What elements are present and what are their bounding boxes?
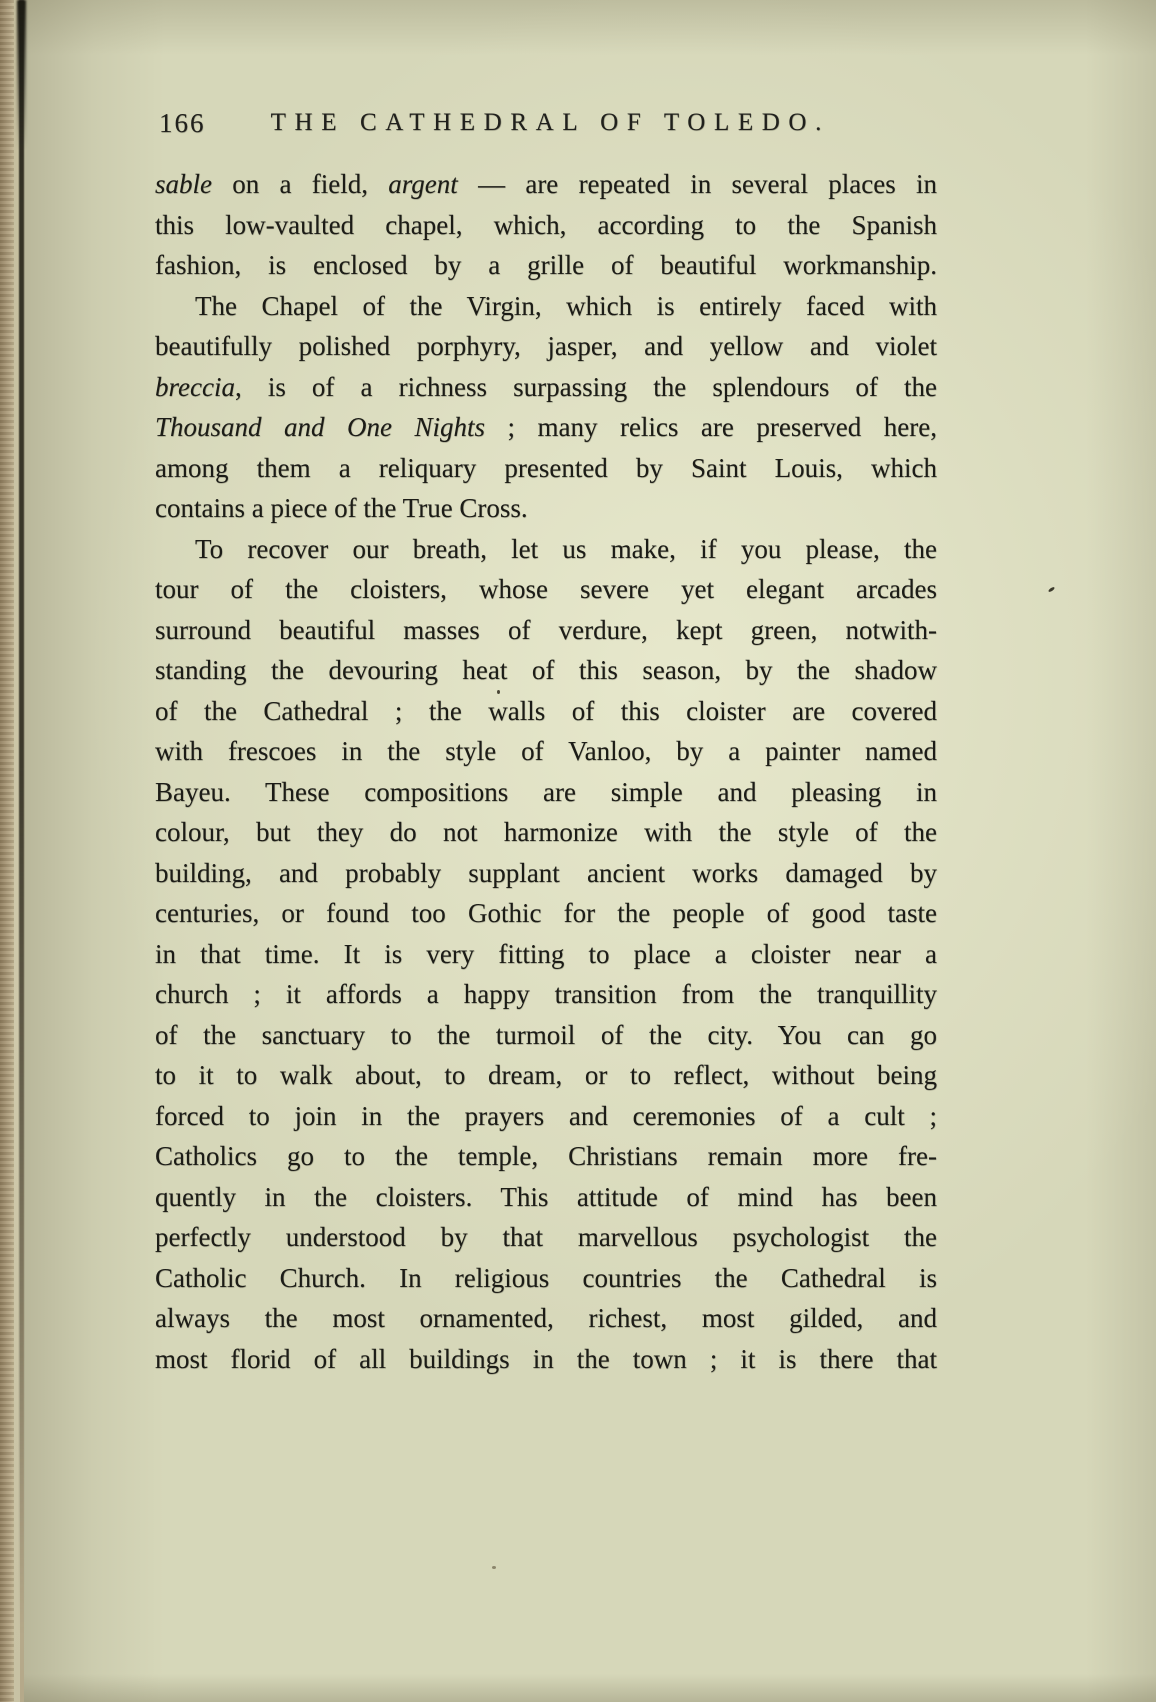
text-segment: Catholics go to the temple, Christians remain more fre- bbox=[155, 1141, 937, 1171]
text-segment: standing the devouring heat of this season, by the shadow bbox=[155, 655, 937, 685]
text-segment: , is of a richness surpassing the splendours of the bbox=[234, 371, 937, 402]
text-segment: — are repeated in several places in bbox=[457, 169, 937, 199]
text-line bbox=[155, 1258, 937, 1299]
text-segment: of the Cathedral ; the walls of this cloister are covered bbox=[155, 695, 937, 726]
gutter-top-shadow bbox=[17, 0, 26, 150]
text-line bbox=[155, 772, 937, 813]
text-line bbox=[155, 1298, 937, 1339]
text-line bbox=[155, 610, 937, 651]
text-segment: quently in the cloisters. This attitude of mind has been bbox=[155, 1181, 937, 1212]
page-body bbox=[155, 164, 937, 1379]
text-segment: most florid of all buildings in the town ; it is there that bbox=[155, 1343, 937, 1374]
text-segment: this low-vaulted chapel, which, according to the Spanish bbox=[155, 209, 937, 240]
ink-speck bbox=[492, 1566, 496, 1569]
text-segment: among them a reliquary presented by Saint Louis, which bbox=[155, 452, 937, 483]
ink-speck bbox=[497, 690, 500, 694]
page-number: 166 bbox=[159, 108, 206, 138]
text-segment: tour of the cloisters, whose severe yet elegant arcades bbox=[155, 574, 937, 604]
running-title: THE CATHEDRAL OF TOLEDO. bbox=[270, 109, 830, 136]
text-line bbox=[155, 569, 937, 610]
text-line bbox=[155, 205, 937, 246]
page-header bbox=[155, 106, 937, 142]
text-line bbox=[155, 245, 937, 286]
text-segment: Catholic Church. In religious countries the Cathedral is bbox=[155, 1262, 937, 1293]
text-line bbox=[155, 691, 937, 732]
text-line bbox=[155, 934, 937, 975]
text-segment: of the sanctuary to the turmoil of the city. You can go bbox=[155, 1019, 937, 1050]
italic-text-segment: breccia bbox=[155, 371, 235, 402]
text-segment: To recover our breath, let us make, if you please, the bbox=[195, 533, 937, 564]
text-line bbox=[155, 1096, 937, 1137]
text-segment: fashion, is enclosed by a grille of beautiful workmanship. bbox=[155, 250, 937, 280]
text-line bbox=[155, 974, 937, 1015]
text-segment: church ; it affords a happy transition from the tranquillity bbox=[155, 979, 937, 1009]
text-segment: on a field, bbox=[212, 169, 389, 199]
text-segment: perfectly understood by that marvellous psychologist the bbox=[155, 1222, 937, 1252]
text-line bbox=[155, 367, 937, 408]
text-segment: beautifully polished porphyry, jasper, and yellow and violet bbox=[155, 331, 937, 361]
italic-text-segment: sable bbox=[155, 169, 212, 199]
text-line bbox=[155, 1339, 937, 1380]
text-line bbox=[155, 1217, 937, 1258]
text-line bbox=[155, 1055, 937, 1096]
text-line bbox=[155, 731, 937, 772]
italic-text-segment: Thousand and One Nights bbox=[155, 412, 485, 442]
text-segment: with frescoes in the style of Vanloo, by a painter named bbox=[155, 736, 937, 766]
text-line bbox=[155, 326, 937, 367]
text-line bbox=[155, 893, 937, 934]
text-segment: centuries, or found too Gothic for the people of good taste bbox=[155, 898, 937, 928]
text-segment: The Chapel of the Virgin, which is entirely faced with bbox=[195, 290, 937, 321]
text-line bbox=[155, 812, 937, 853]
text-segment: Bayeu. These compositions are simple and pleasing in bbox=[155, 776, 937, 807]
text-segment: colour, but they do not harmonize with the style of the bbox=[155, 817, 937, 847]
book-binding-edge bbox=[0, 0, 14, 1702]
text-line bbox=[155, 650, 937, 691]
text-segment: ; many relics are preserved here, bbox=[485, 412, 937, 442]
text-segment: always the most ornamented, richest, most gilded, and bbox=[155, 1303, 937, 1333]
text-segment: to it to walk about, to dream, or to reflect, without being bbox=[155, 1060, 937, 1090]
text-segment: contains a piece of the True Cross. bbox=[155, 493, 528, 523]
text-line bbox=[155, 1136, 937, 1177]
text-line bbox=[155, 1177, 937, 1218]
text-segment: forced to join in the prayers and ceremonies of a cult ; bbox=[155, 1100, 937, 1131]
text-line bbox=[155, 448, 937, 489]
text-line bbox=[155, 1015, 937, 1056]
text-segment: surround beautiful masses of verdure, kept green, notwith- bbox=[155, 614, 937, 645]
text-line bbox=[155, 853, 937, 894]
text-line bbox=[155, 286, 937, 327]
text-segment: in that time. It is very fitting to place a cloister near a bbox=[155, 938, 937, 969]
text-line bbox=[155, 529, 937, 570]
text-line bbox=[155, 407, 937, 448]
italic-text-segment: argent bbox=[388, 169, 458, 199]
gutter-shadow-line bbox=[19, 0, 24, 1702]
text-segment: building, and probably supplant ancient works damaged by bbox=[155, 857, 937, 888]
text-line bbox=[155, 164, 937, 205]
text-line bbox=[155, 488, 937, 529]
